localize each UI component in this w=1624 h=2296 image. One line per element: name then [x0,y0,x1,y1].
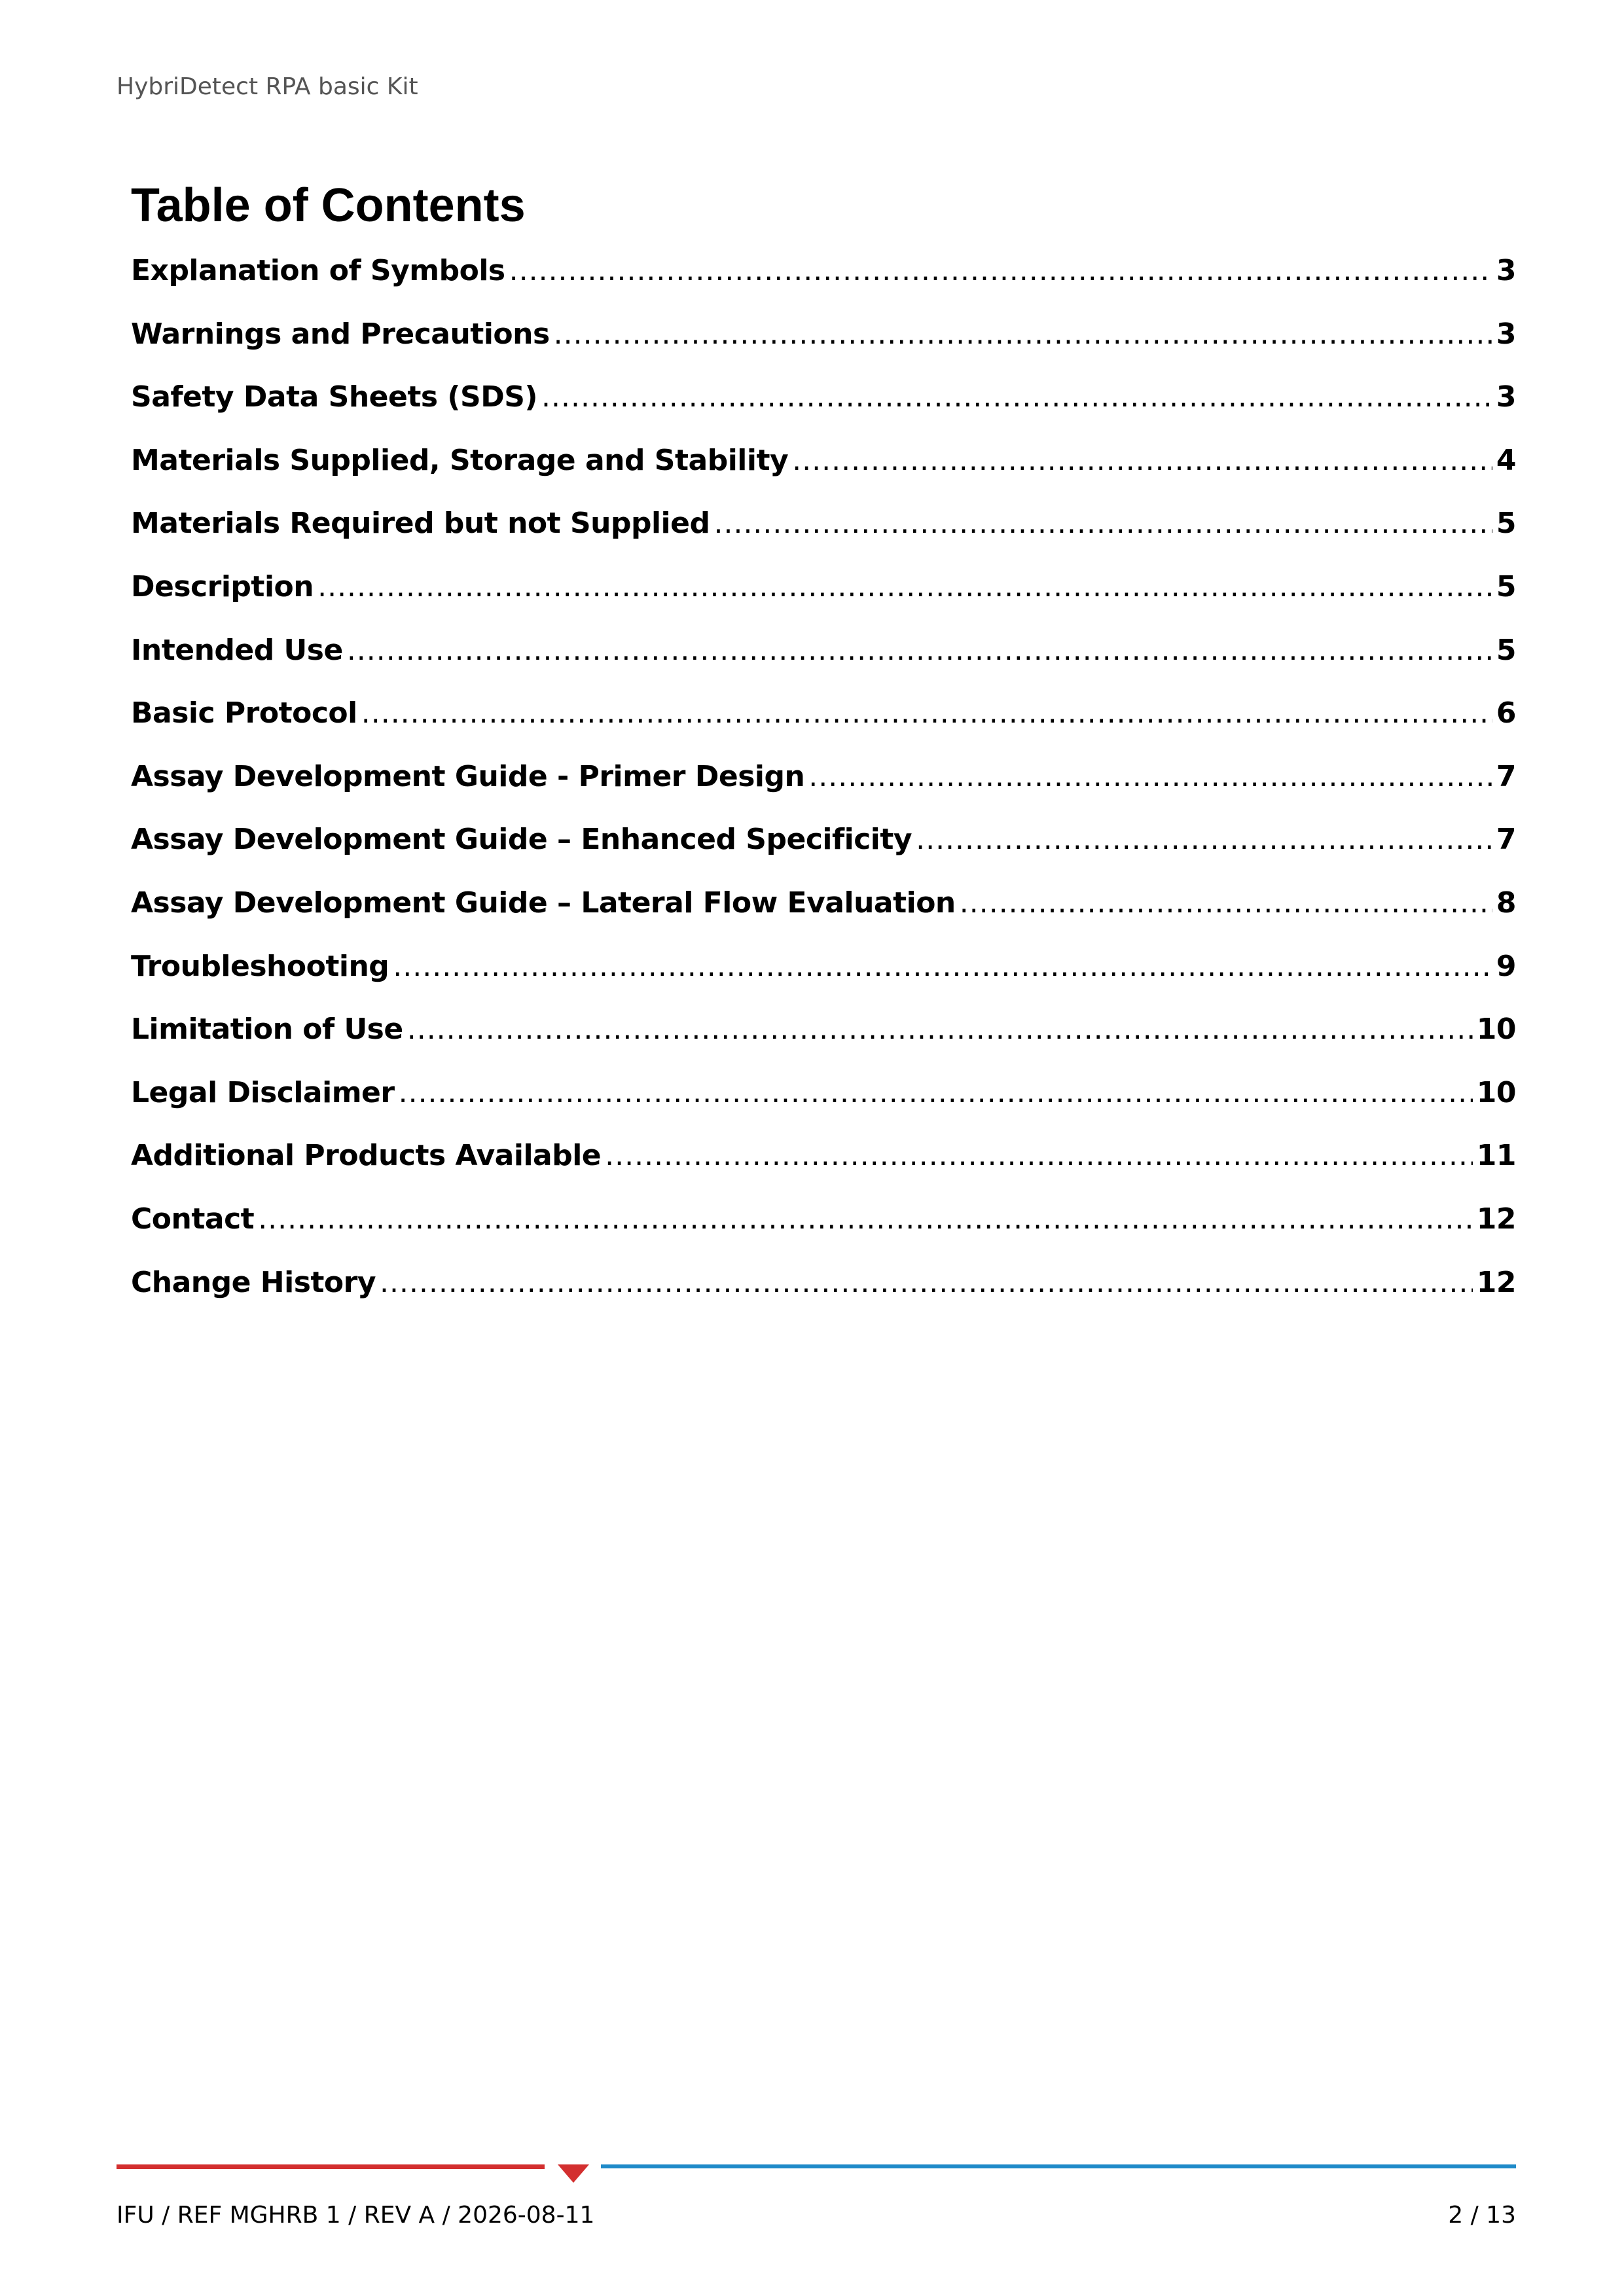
toc-entry[interactable] [131,1202,1516,1266]
toc-list [131,254,1516,1329]
toc-entry-label: Additional Products Available [131,1139,602,1173]
toc-dot-leader [808,760,1492,793]
toc-entry[interactable] [131,886,1516,950]
toc-entry-page: 11 [1476,1139,1516,1173]
toc-entry-label: Description [131,569,314,603]
toc-entry[interactable] [131,823,1516,886]
footer-page-indicator: 2 / 13 [1448,2202,1516,2229]
toc-dot-leader [393,950,1492,983]
toc-entry-page: 7 [1496,759,1516,793]
toc-entry[interactable] [131,760,1516,823]
toc-dot-leader [960,886,1492,920]
toc-dot-leader [554,317,1492,351]
toc-entry-page: 12 [1476,1202,1516,1236]
toc-dot-leader [713,507,1492,540]
toc-entry[interactable] [131,380,1516,444]
toc-entry-label: Assay Development Guide - Primer Design [131,759,805,793]
toc-dot-leader [317,570,1492,603]
toc-entry[interactable] [131,950,1516,1013]
toc-entry-label: Troubleshooting [131,949,389,983]
toc-dot-leader [407,1013,1473,1046]
toc-entry-label: Intended Use [131,633,343,667]
toc-entry-page: 10 [1476,1075,1516,1109]
toc-entry-page: 7 [1496,823,1516,857]
toc-entry-label: Legal Disclaimer [131,1075,395,1109]
toc-entry[interactable] [131,254,1516,317]
toc-entry-page: 10 [1476,1013,1516,1047]
toc-dot-leader [347,634,1492,667]
toc-entry[interactable] [131,1013,1516,1076]
toc-entry-page: 9 [1496,949,1516,983]
toc-entry-page: 3 [1496,254,1516,287]
toc-entry[interactable] [131,696,1516,760]
toc-dot-leader [541,380,1492,414]
toc-entry-page: 3 [1496,380,1516,414]
toc-entry-label: Basic Protocol [131,696,357,730]
toc-dot-leader [509,254,1492,287]
toc-entry[interactable] [131,570,1516,634]
toc-entry[interactable] [131,1139,1516,1202]
toc-dot-leader [916,823,1492,856]
toc-entry-page: 3 [1496,317,1516,351]
footer-rule-red [117,2164,545,2169]
toc-entry[interactable] [131,507,1516,570]
toc-entry-page: 5 [1496,569,1516,603]
toc-dot-leader [258,1202,1473,1236]
toc-entry-page: 8 [1496,886,1516,920]
toc-entry-label: Safety Data Sheets (SDS) [131,380,538,414]
toc-entry[interactable] [131,317,1516,381]
toc-entry[interactable] [131,634,1516,697]
toc-entry-label: Explanation of Symbols [131,254,505,287]
toc-entry[interactable] [131,1266,1516,1329]
toc-entry-label: Materials Required but not Supplied [131,507,710,541]
toc-dot-leader [605,1139,1473,1172]
toc-title: Table of Contents [131,179,526,232]
toc-entry[interactable] [131,1076,1516,1139]
toc-dot-leader [361,696,1492,730]
toc-entry-page: 5 [1496,633,1516,667]
toc-entry-label: Assay Development Guide – Enhanced Specificity [131,823,912,857]
footer-triangle-marker-icon [558,2164,589,2183]
toc-entry-label: Limitation of Use [131,1013,403,1047]
toc-entry-label: Warnings and Precautions [131,317,550,351]
footer-document-ref: IFU / REF MGHRB 1 / REV A / 2026-08-11 [117,2202,595,2229]
toc-dot-leader [792,444,1492,477]
running-header: HybriDetect RPA basic Kit [117,73,418,100]
footer-rule-blue [601,2164,1516,2168]
toc-entry-label: Materials Supplied, Storage and Stability [131,443,789,477]
toc-entry-page: 4 [1496,443,1516,477]
toc-dot-leader [399,1076,1473,1109]
toc-entry-page: 5 [1496,507,1516,541]
toc-entry[interactable] [131,444,1516,507]
toc-entry-label: Contact [131,1202,255,1236]
toc-dot-leader [380,1266,1473,1299]
toc-entry-page: 12 [1476,1265,1516,1299]
toc-entry-label: Change History [131,1265,376,1299]
toc-entry-label: Assay Development Guide – Lateral Flow Evaluation [131,886,956,920]
toc-entry-page: 6 [1496,696,1516,730]
